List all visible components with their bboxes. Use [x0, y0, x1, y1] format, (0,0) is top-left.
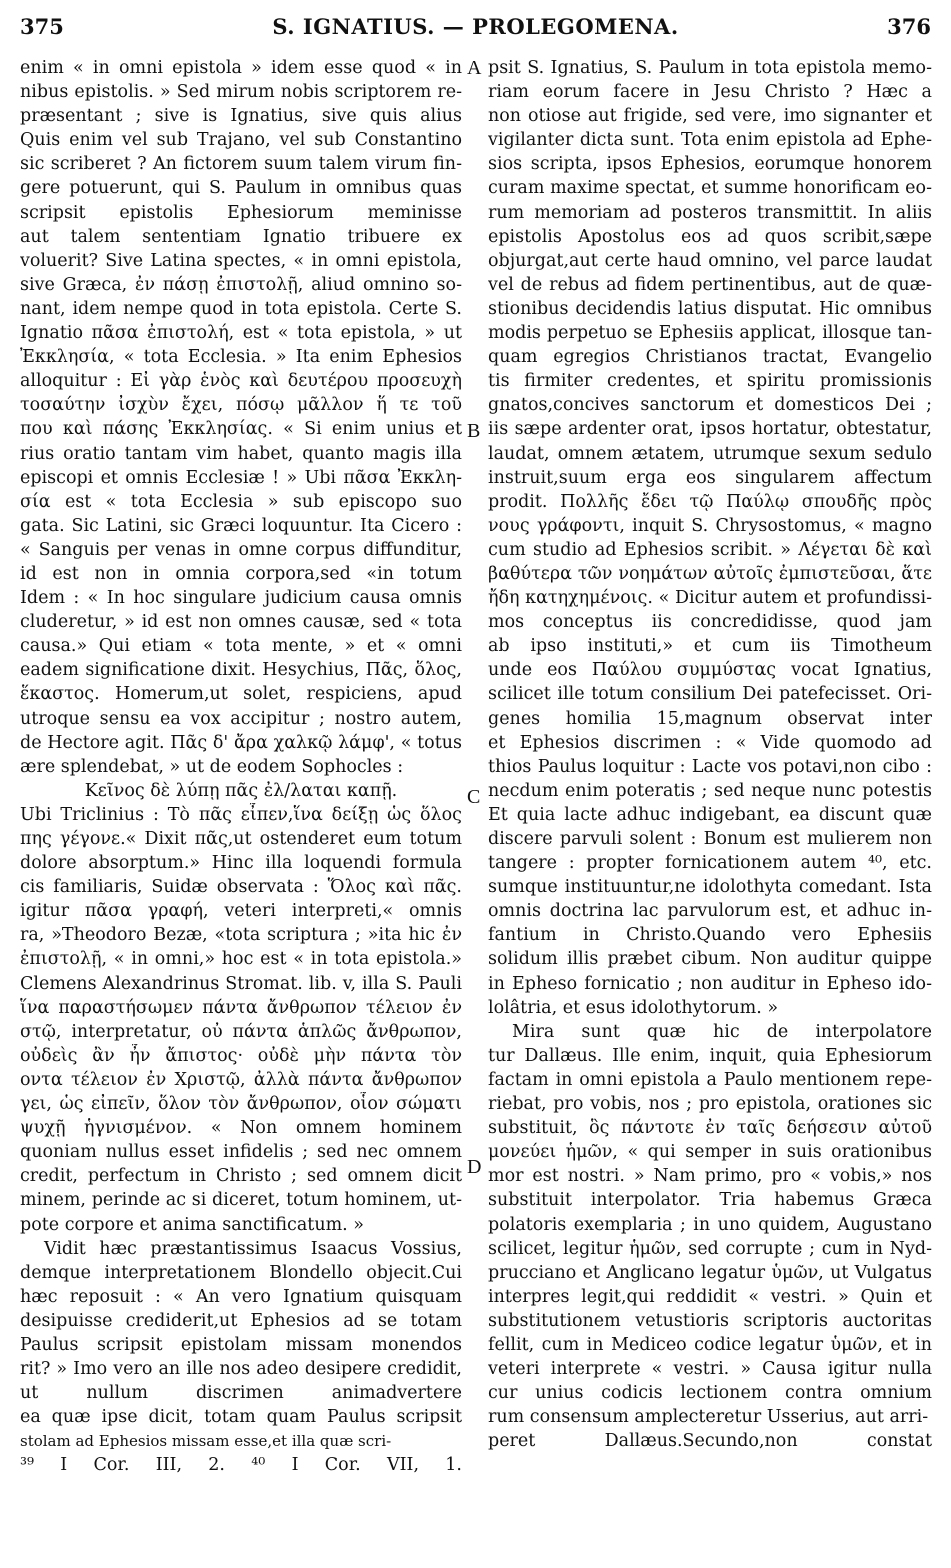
left-column — [20, 56, 462, 1478]
text-line: polatoris exemplaria ; in uno quidem, Augustano — [488, 1214, 932, 1235]
text-line: necdum enim poteratis ; sed neque nunc potestis — [488, 780, 932, 801]
text-line: utroque sensu ea vox accipitur ; nostro autem, — [20, 708, 462, 729]
text-line: ea quæ ipse dicit, totam quam Paulus scripsit — [20, 1407, 462, 1428]
text-line: Ignatio πᾶσα ἐπιστολή, est « tota epistola, » ut — [20, 323, 462, 344]
text-line: Vidit hæc præstantissimus Isaacus Vossius, — [44, 1238, 462, 1259]
text-line: instruit,suum erga eos singularem affectum — [488, 467, 932, 488]
page-number-right: 376 — [887, 14, 931, 39]
text-line: eadem significatione dixit. Hesychius, Πᾶς, ὅλος, — [20, 660, 462, 681]
text-line: quam egregios Christianos tractat, Evangelio — [488, 347, 932, 368]
text-line: Idem : « In hoc singulare judicium causa omnis — [20, 588, 462, 609]
text-line: iis sæpe ardenter orat, ipsos hortatur, obtestatur, — [488, 419, 932, 440]
text-line: substituit interpolator. Tria habemus Græca — [488, 1190, 932, 1211]
text-line: gata. Sic Latini, sic Græci loquuntur. Ita Cicero : — [20, 515, 462, 536]
text-line: de Hectore agit. Πᾶς δ' ἄρα χαλκῷ λάμφ', « totus — [20, 732, 462, 753]
text-line: scilicet, legitur ἡμῶν, sed corrupte ; cum in Nyd- — [488, 1238, 932, 1259]
text-line: ab ipso instituti,» et cum iis Timotheum — [488, 636, 932, 657]
text-line: γει, ὡς εἰπεῖν, ὅλον τὸν ἄνθρωπον, οἷον σώματι — [20, 1094, 462, 1115]
text-line: οὐδεὶς ἂν ἦν ἄπιστος· οὐδὲ μὴν πάντα τὸν — [20, 1045, 462, 1066]
text-line: unde eos Παύλου συμμύστας vocat Ignatius, — [488, 660, 932, 681]
text-line: laudat, omnem ætatem, utrumque sexum sedulo — [488, 443, 932, 464]
text-line: tis firmiter credentes, et spiritu promissionis — [488, 371, 932, 392]
text-line: ἤδη κατηχημένοις. « Dicitur autem et profundissi- — [488, 588, 932, 609]
text-line: rum consensum amplecteretur Usserius, aut arri- — [488, 1407, 929, 1428]
text-line: Mira sunt quæ hic de interpolatore — [512, 1021, 932, 1042]
page-header — [20, 14, 931, 44]
running-title: S. IGNATIUS. — PROLEGOMENA. — [272, 14, 679, 39]
text-line: μονεύει ἡμῶν, « qui semper in suis orationibus — [488, 1142, 932, 1163]
text-line: ἕκαστος. Homerum,ut solet, respiciens, apud — [20, 684, 462, 705]
text-line: aut talem sententiam Ignatio tribuere ex — [20, 226, 462, 247]
text-line: fantium in Christo.Quando vero Ephesiis — [488, 925, 932, 946]
text-line: episcopi et omnis Ecclesiæ ! » Ubi πᾶσα Ἐκκλη- — [20, 467, 462, 488]
text-line: sic scriberet ? An fictorem suum talem virum fin- — [20, 154, 462, 175]
text-line: cum studio ad Ephesios scribit. » Λέγεται δὲ καὶ — [488, 539, 932, 560]
text-line: cluderetur, » id est non omnes causæ, sed « tota — [20, 612, 462, 633]
text-line: rit? » Imo vero an ille nos adeo desipere credidit, — [20, 1359, 462, 1380]
text-line: discere parvuli solent : Bonum est mulierem non — [488, 829, 932, 849]
text-line: peret Dallæus.Secundo,non constat — [488, 1431, 932, 1452]
text-line: causa.» Qui etiam « tota mente, » et « omni — [20, 636, 462, 657]
text-line: substitutionem vetustioris scriptoris auctoritas — [488, 1310, 932, 1331]
text-line: hæc reposuit : « An vero Ignatium quisquam — [20, 1286, 462, 1307]
text-line: credit, perfectum in Christo ; sed omnem dicit — [20, 1166, 462, 1187]
text-line: id est non in omnia corpora,sed «in totum — [20, 563, 462, 584]
text-line: rius oratio tantam vim habet, quanto magis illa — [20, 443, 462, 464]
text-line: τοσαύτην ἰσχὺν ἔχει, πόσῳ μᾶλλον ἥ τε τοῦ — [20, 395, 462, 416]
text-line: omnis doctrina lac parvulorum est, et adhuc in- — [488, 901, 932, 922]
text-line: « Sanguis per venas in omne corpus diffunditur, — [20, 539, 462, 560]
text-line: gere potuerunt, qui S. Paulum in omnibus quas — [20, 178, 462, 199]
text-line: veteri interprete « vestri. » Causa igitur nulla — [488, 1359, 932, 1380]
text-line: mor est nostri. » Nam primo, pro « vobis,» nos — [488, 1166, 932, 1187]
text-line: riam eorum facere in Jesu Christo ? Hæc a — [488, 82, 932, 103]
text-line: Quis enim vel sub Trajano, vel sub Constantino — [20, 130, 462, 151]
text-line: Et quia lacte adhuc indigebant, ea discunt quæ — [488, 804, 932, 825]
text-line: in Epheso fornicatio ; non auditur in Epheso ido- — [488, 973, 932, 994]
text-line: στῷ, interpretatur, οὐ πάντα ἁπλῶς ἄνθρωπον, — [20, 1021, 462, 1042]
text-line: sive Græca, ἐν πάσῃ ἐπιστολῇ, aliud omnino so- — [20, 274, 462, 295]
right-column — [488, 56, 932, 1453]
text-line: solidum illis præbet cibum. Non auditur quippe — [488, 949, 932, 970]
text-line: dolore absorptum.» Hinc illa loquendi formula — [20, 853, 462, 874]
text-line: stolam ad Ephesios missam esse,et illa quæ scri- — [20, 1432, 392, 1451]
text-line: substituit, ὃς πάντοτε ἐν ταῖς δεήσεσιν αὐτοῦ — [488, 1118, 932, 1139]
text-line: nant, idem nempe quod in tota epistola. Certe S. — [20, 298, 462, 319]
text-line: modis perpetuo se Ephesiis applicat, illosque tan- — [488, 323, 932, 344]
text-line: sios scripta, ipsos Ephesios, eorumque honorem — [488, 154, 932, 175]
text-line: pote corpore et anima sanctificatum. » — [20, 1214, 365, 1235]
text-line: ἵνα παραστήσωμεν πάντα ἄνθρωπον τέλειον ἐν — [20, 997, 462, 1018]
text-line: alloquitur : Εἰ γὰρ ἑνὸς καὶ δευτέρου προσευχὴ — [20, 371, 462, 392]
text-line: vel de rebus ad fidem pertinentibus, aut de quæ- — [488, 274, 932, 295]
text-line: epistolis Apostolus eos ad quos scribit,sæpe — [488, 226, 932, 247]
text-line: desipuisse crediderit,ut Ephesios ad se totam — [20, 1310, 462, 1331]
text-line: genes homilia 15,magnum observat inter — [488, 708, 932, 729]
text-line: scripsit epistolis Ephesiorum meminisse — [20, 202, 462, 223]
text-line: non otiose aut frigide, sed vere, imo signanter et — [488, 106, 932, 127]
text-line: Ubi Triclinius : Τὸ πᾶς εἶπεν,ἵνα δείξῃ ὡς ὅλος — [20, 804, 462, 825]
text-line: ψυχῇ ἡγνισμένον. « Non omnem hominem — [20, 1118, 462, 1139]
section-marker-a: A — [467, 57, 482, 79]
text-line: et Ephesios discrimen : « Vide quomodo ad — [488, 732, 932, 753]
text-line: rum memoriam ad posteros transmittit. In aliis — [488, 202, 932, 223]
text-line: σία est « tota Ecclesia » sub episcopo suo — [20, 491, 462, 512]
text-line: quoniam nullus esset infidelis ; sed nec omnem — [20, 1142, 462, 1163]
text-line: lolâtria, et esus idolothytorum. » — [488, 997, 779, 1018]
text-line: objurgat,aut certe haud omnino, vel parce laudat — [488, 250, 932, 271]
section-marker-b: B — [467, 420, 481, 442]
text-line: ³⁹ I Cor. III, 2. ⁴⁰ I Cor. VII, 1. — [20, 1455, 462, 1476]
text-line: Ἐκκλησία, « tota Ecclesia. » Ita enim Ephesios — [20, 347, 462, 368]
text-line: Paulus scripsit epistolam missam monendos — [20, 1334, 462, 1355]
text-line: fellit, cum in Mediceo codice legatur ὑμῶν, et in — [488, 1334, 932, 1355]
text-line: riebat, pro vobis, nos ; pro epistola, orationes sic — [488, 1094, 932, 1115]
text-line: Clemens Alexandrinus Stromat. lib. v, illa S. Pauli — [20, 973, 462, 994]
text-line: prucciano et Anglicano legatur ὑμῶν, ut Vulgatus — [488, 1262, 932, 1283]
text-line: πης γέγονε.« Dixit πᾶς,ut ostenderet eum totum — [20, 829, 462, 849]
text-line: curam maxime spectat, et summe honorificam eo- — [488, 178, 932, 199]
text-line: cur unius codicis lectionem contra omnium — [488, 1383, 932, 1404]
section-marker-d: D — [467, 1156, 482, 1178]
text-line: tangere : propter fornicationem autem ⁴⁰, etc. — [488, 853, 932, 874]
text-line: thios Paulus loquitur : Lacte vos potavi,non cibo : — [488, 756, 932, 777]
text-line: igitur πᾶσα γραφή, veteri interpreti,« omnis — [20, 901, 462, 922]
text-line: prodit. Πολλῆς ἔδει τῷ Παύλῳ σπουδῆς πρὸς — [488, 491, 932, 512]
text-line: præsentant ; sive is Ignatius, sive quis alius — [20, 106, 462, 127]
section-marker-c: C — [467, 786, 481, 808]
text-line: ut nullum discrimen animadvertere — [20, 1383, 462, 1404]
text-line: psit S. Ignatius, S. Paulum in tota epistola memo- — [488, 58, 932, 78]
text-line: βαθύτερα τῶν νοημάτων αὐτοῖς ἐμπιστεῦσαι, ἅτε — [488, 563, 932, 584]
text-line: οντα τέλειον ἐν Χριστῷ, ἀλλὰ πάντα ἄνθρωπον — [20, 1069, 462, 1090]
text-line: gnatos,concives sanctorum et domesticos Dei ; — [488, 395, 932, 416]
text-line: enim « in omni epistola » idem esse quod « in — [20, 58, 462, 78]
text-line: vigilanter dicta sunt. Tota enim epistola ad Ephe- — [488, 130, 932, 151]
text-line: ἐπιστολῇ, « in omni,» hoc est « in tota epistola.» — [20, 949, 462, 970]
text-line: Κεῖνος δὲ λύπῃ πᾶς ἐλ/λαται καπῇ. — [84, 780, 398, 801]
text-line: voluerit? Sive Latina spectes, « in omni epistola, — [20, 250, 462, 271]
text-line: scilicet ille totum consilium Dei patefecisset. Ori- — [488, 684, 932, 705]
text-line: cis familiaris, Suidæ observata : Ὅλος καὶ πᾶς. — [20, 877, 462, 898]
text-line: ære splendebat, » ut de eodem Sophocles : — [20, 756, 404, 777]
text-line: stionibus decidendis latius disputat. Hic omnibus — [488, 298, 932, 319]
text-line: που καὶ πάσης Ἐκκλησίας. « Si enim unius et — [20, 419, 462, 440]
text-line: interpres legit,qui reddidit « vestri. » Quin et — [488, 1286, 932, 1307]
text-line: mos conceptus iis concredidisse, quod jam — [488, 612, 932, 633]
text-line: tur Dallæus. Ille enim, inquit, quia Ephesiorum — [488, 1045, 932, 1066]
text-line: ra, »Theodoro Bezæ, «tota scriptura ; »ita hic ἐν — [20, 925, 462, 946]
text-line: demque interpretationem Blondello objecit.Cui — [20, 1262, 462, 1283]
text-line: minem, perinde ac si diceret, totum hominem, ut- — [20, 1190, 462, 1211]
text-line: factam in omni epistola a Paulo mentionem repe- — [488, 1069, 932, 1090]
page-number-left: 375 — [20, 14, 64, 39]
text-line: nibus epistolis. » Sed mirum nobis scriptorem re- — [20, 82, 462, 103]
text-line: νους γράφοντι, inquit S. Chrysostomus, « magno — [488, 515, 932, 536]
text-line: sumque instituuntur,ne idolothyta comedant. Ista — [488, 877, 932, 898]
